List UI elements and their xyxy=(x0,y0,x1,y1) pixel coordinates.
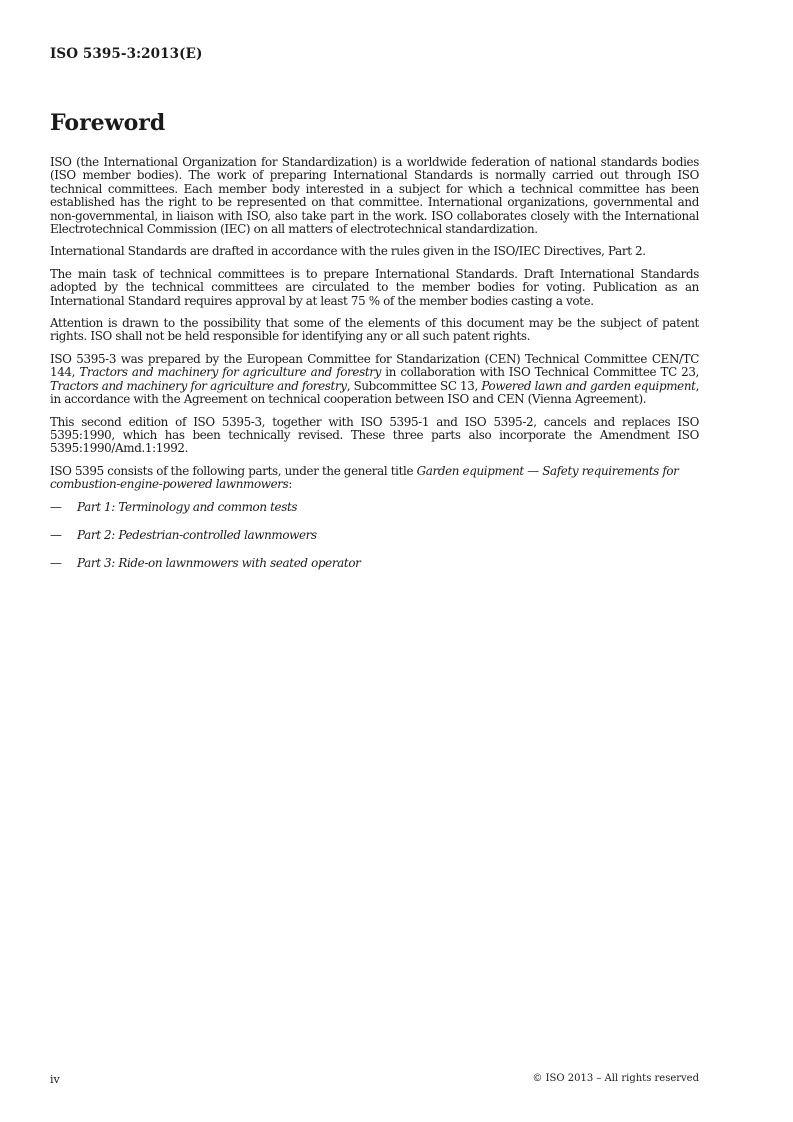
foreword-body xyxy=(50,156,699,586)
paragraph-patent-rights: Attention is drawn to the possibility that some of the elements of this document may be the subject of patent rights. ISO shall not be held responsible for identifying any or all such patent rights. xyxy=(50,316,699,344)
page-number: iv xyxy=(50,1073,60,1086)
document-id: ISO 5395-3:2013(E) xyxy=(50,46,203,62)
page-title: Foreword xyxy=(50,110,166,136)
subcommittee-title: Powered lawn and garden equipment xyxy=(481,378,696,393)
text: ISO 5395 consists of the following parts, under the general title xyxy=(50,463,417,478)
part-title: Part 1: Terminology and common tests xyxy=(77,499,298,514)
list-dash: — xyxy=(50,556,62,571)
list-item xyxy=(50,501,699,514)
parts-list xyxy=(50,501,699,571)
paragraph-iso-intro: ISO (the International Organization for Standardization) is a worldwide federation of national standards bodies (ISO member bodies). The work of preparing International Standards is normally carried out through ISO technical committees. Each member body interested in a subject for which a technical committee has been established has the right to be represented on that committee. International organizations, governmental and non-governmental, in liaison with ISO, also take part in the work. ISO collaborates closely with the International Electrotechnical Commission (IEC) on all matters of electrotechnical standardization. xyxy=(50,155,699,237)
general-title: Garden equipment — Safety requirements for combustion-engine-powered lawnmowers xyxy=(50,463,679,492)
part-title: Part 2: Pedestrian-controlled lawnmowers xyxy=(77,527,317,542)
list-dash: — xyxy=(50,527,62,542)
committee-title: Tractors and machinery for agriculture and forestry xyxy=(50,378,347,393)
paragraph-preparation xyxy=(50,353,699,407)
paragraph-edition: This second edition of ISO 5395-3, together with ISO 5395-1 and ISO 5395-2, cancels and replaces ISO 5395:1990, which has been technically revised. These three parts also incorporate the Amendment ISO 5395:1990/Amd.1:1992. xyxy=(50,414,699,456)
text: : xyxy=(288,477,293,492)
paragraph-main-task: The main task of technical committees is to prepare International Standards. Draft International Standards adopted by the technical committees are circulated to the member bodies for voting. Publication as an International Standard requires approval by at least 75 % of the member bodies casting a vote. xyxy=(50,266,699,308)
copyright-notice: © ISO 2013 – All rights reserved xyxy=(532,1073,699,1084)
text: ISO 5395-3 was prepared by the European Committee for Standarization (CEN) Technical Committee CEN/TC 144, xyxy=(50,351,699,380)
paragraph-directives: International Standards are drafted in accordance with the rules given in the ISO/IEC Directives, Part 2. xyxy=(50,244,646,259)
text: , Subcommittee SC 13, xyxy=(346,378,482,393)
committee-title: Tractors and machinery for agriculture and forestry xyxy=(79,365,381,380)
paragraph-parts-intro xyxy=(50,465,699,492)
text: in collaboration with ISO Technical Committee TC 23, xyxy=(380,365,699,380)
list-item xyxy=(50,529,699,542)
list-dash: — xyxy=(50,499,62,514)
text: , in accordance with the Agreement on technical cooperation between ISO and CEN (Vienna Agreement). xyxy=(50,378,699,407)
part-title: Part 3: Ride-on lawnmowers with seated operator xyxy=(77,556,361,571)
list-item xyxy=(50,557,699,570)
